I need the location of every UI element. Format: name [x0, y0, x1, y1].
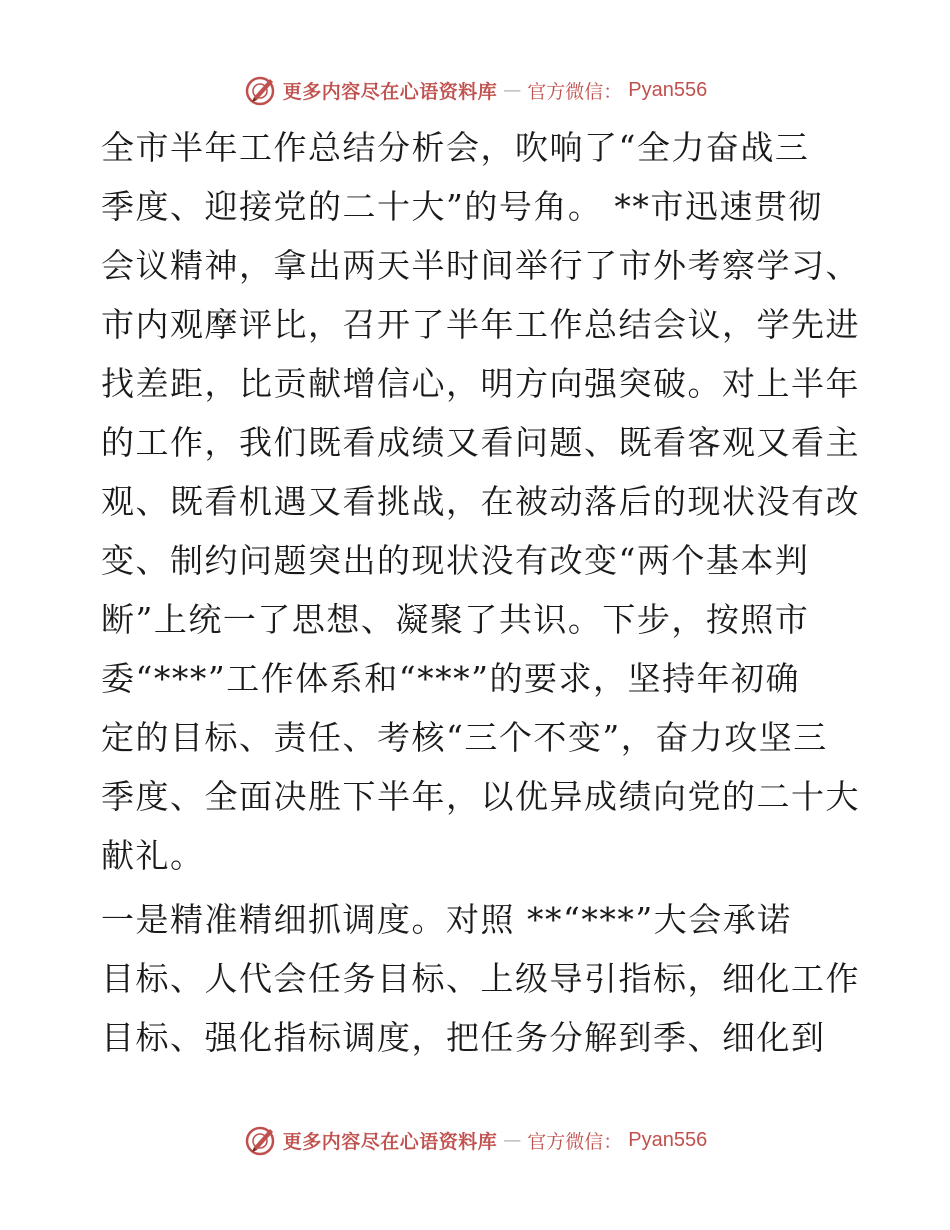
text-line: 会议精神，拿出两天半时间举行了市外考察学习、: [101, 246, 860, 285]
text-line: 季度、迎接党的二十大”的号角。 **市迅速贯彻: [101, 187, 823, 226]
watermark-wechat-label: 官方微信：: [527, 80, 623, 103]
text-line: 献礼。: [101, 836, 205, 875]
footer-watermark: [0, 1120, 950, 1160]
text-line: 季度、全面决胜下半年，以优异成绩向党的二十大: [101, 777, 860, 816]
watermark-dash: —: [503, 79, 522, 101]
text-line: 委“***”工作体系和“***”的要求，坚持年初确: [101, 659, 800, 698]
text-line: 的工作，我们既看成绩又看问题、既看客观又看主: [101, 423, 860, 462]
watermark-dash: —: [503, 1129, 522, 1151]
text-line: 目标、强化指标调度，把任务分解到季、细化到: [101, 1018, 826, 1057]
watermark-wechat-id: Pyan556: [628, 78, 708, 101]
text-line: 市内观摩评比，召开了半年工作总结会议，学先进: [101, 305, 860, 344]
watermark-wechat-id: Pyan556: [628, 1128, 708, 1151]
text-line: 找差距，比贡献增信心，明方向强突破。对上半年: [101, 364, 860, 403]
text-line: 目标、人代会任务目标、上级导引指标，细化工作: [101, 959, 860, 998]
text-line: 断”上统一了思想、凝聚了共识。下步，按照市: [101, 600, 810, 639]
watermark-wechat-label: 官方微信：: [527, 1130, 623, 1153]
paragraph-1: [101, 118, 860, 885]
paragraph-2: [101, 890, 860, 1067]
header-watermark: [0, 70, 950, 110]
watermark-title: 更多内容尽在心语资料库: [282, 80, 498, 103]
text-line: 一是精准精细抓调度。对照 **“***”大会承诺: [101, 900, 792, 939]
text-line: 全市半年工作总结分析会，吹响了“全力奋战三: [101, 128, 810, 167]
pen-circle-logo-icon: [243, 73, 277, 107]
text-line: 定的目标、责任、考核“三个不变”，奋力攻坚三: [101, 718, 828, 757]
text-line: 观、既看机遇又看挑战，在被动落后的现状没有改: [101, 482, 860, 521]
pen-circle-logo-icon: [243, 1123, 277, 1157]
watermark-title: 更多内容尽在心语资料库: [282, 1130, 498, 1153]
text-line: 变、制约问题突出的现状没有改变“两个基本判: [101, 541, 810, 580]
